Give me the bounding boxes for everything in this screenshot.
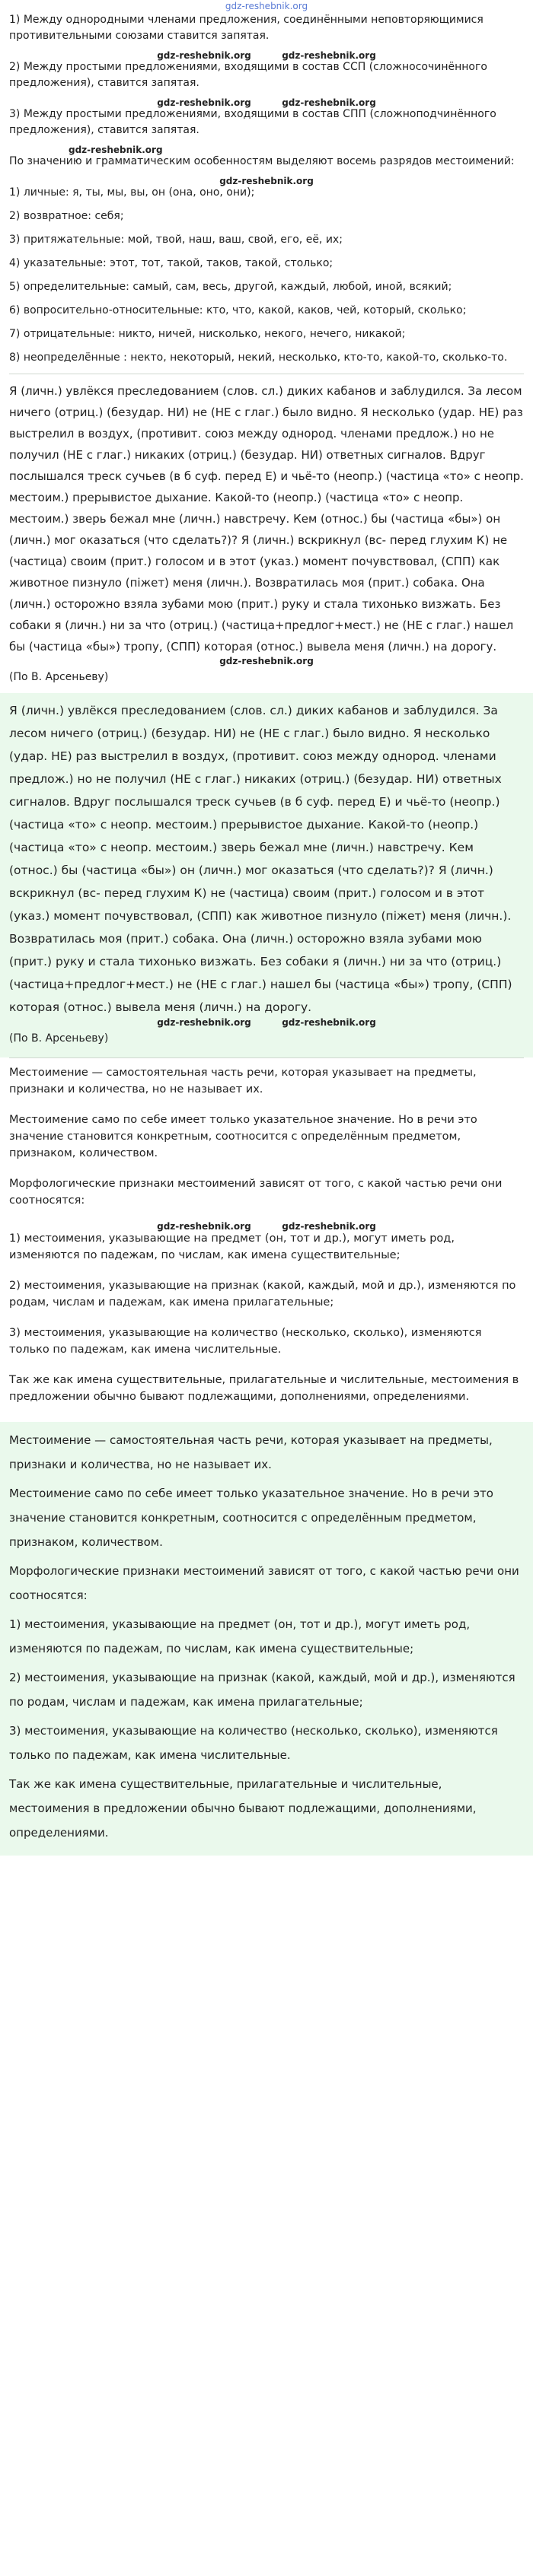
rule-3: 3) Между простыми предложениями, входящими в состав СПП (сложноподчинённого предложения), ставится запятая. (9, 108, 496, 136)
theory-meaning-answer: Местоимение само по себе имеет только указательное значение. Но в речи это значение становится конкретным, соотносится с определённым предметом, признаком, количеством. (9, 1487, 493, 1549)
pronoun-category-8: 8) неопределённые : некто, некоторый, некий, несколько, кто-то, какой-то, сколько-то. (9, 351, 508, 364)
theory-point-2: 2) местоимения, указывающие на признак (какой, каждый, мой и др.), изменяются по родам, числам и падежам, как имена прилагательные; (9, 1280, 516, 1309)
watermark: gdz-reshebnik.org (282, 1221, 376, 1232)
rule-2: 2) Между простыми предложениями, входящими в состав ССП (сложносочинённого предложения), ставится запятая. (9, 61, 487, 89)
theory-morphology-intro: Морфологические признаки местоимений зависят от того, с какой частью речи они соотносятся: (9, 1178, 503, 1207)
pronoun-category-2: 2) возвратное: себя; (9, 210, 124, 222)
author-caption: (По В. Арсеньеву) (9, 671, 109, 683)
analysis-text-answer: Я (личн.) увлёкся преследованием (слов. сл.) диких кабанов и заблудился. За лесом ничего (отриц.) (безудар. НИ) не (НЕ с глаг.) было видно. Я несколько (удар. НЕ) раз выстрелил в воздух, (противит. союз между однород. членами предлож.) но не получил (НЕ с глаг.) никаких (отриц.) (безудар. НИ) ответных сигналов. Вдруг послышался треск сучьев (в б суф. перед Е) и чьё-то (неопр.) (частица «то» с неопр. местоим.) прерывистое дыхание. Какой-то (неопр.) (частица «то» с неопр. местоим.) зверь бежал мне (личн.) навстречу. Кем (относ.) бы (частица «бы») он (личн.) мог оказаться (что сделать?)? Я (личн.) вскрикнул (вс- перед глухим К) не (частица) своим (прит.) голосом и в этот (указ.) момент почувствовал, (СПП) как животное пизнуло (піжет) меня (личн.). Возвратилась моя (прит.) собака. Она (личн.) осторожно взяла зубами мою (прит.) руку и стала тихонько визжать. Без собаки я (личн.) ни за что (отриц.) (частица+предлог+мест.) не (НЕ с глаг.) нашел бы (частица «бы») тропу, (СПП) которая (относ.) вывела меня (личн.) на дорогу. (9, 704, 512, 1014)
theory-meaning: Местоимение само по себе имеет только указательное значение. Но в речи это значение становится конкретным, соотносится с определённым предметом, признаком, количеством. (9, 1114, 477, 1159)
analysis-answer-block (0, 693, 533, 1057)
watermark: gdz-reshebnik.org (157, 50, 251, 61)
theory-morphology-intro-answer: Морфологические признаки местоимений зависят от того, с какой частью речи они соотносятся: (9, 1564, 519, 1602)
watermark: gdz-reshebnik.org (219, 656, 314, 666)
theory-point-3-answer: 3) местоимения, указывающие на количество (несколько, сколько), изменяются только по падежам, как имена числительные. (9, 1724, 498, 1762)
theory-answer-block (0, 1422, 533, 1856)
theory-section (9, 1057, 524, 1422)
analysis-section (9, 374, 524, 693)
site-logo[interactable]: gdz-reshebnik.org (225, 1, 308, 11)
theory-point-2-answer: 2) местоимения, указывающие на признак (какой, каждый, мой и др.), изменяются по родам, числам и падежам, как имена прилагательные; (9, 1671, 515, 1709)
theory-point-3: 3) местоимения, указывающие на количество (несколько, сколько), изменяются только по падежам, как имена числительные. (9, 1327, 482, 1356)
watermark: gdz-reshebnik.org (282, 1017, 376, 1028)
pronoun-category-3: 3) притяжательные: мой, твой, наш, ваш, свой, его, её, их; (9, 234, 343, 246)
watermark: gdz-reshebnik.org (282, 50, 376, 61)
theory-conclusion: Так же как имена существительные, прилагательные и числительные, местоимения в предложении обычно бывают подлежащими, дополнениями, определениями. (9, 1374, 519, 1403)
theory-point-1: 1) местоимения, указывающие на предмет (он, тот и др.), могут иметь род, изменяются по падежам, по числам, как имена существительные; (9, 1232, 455, 1261)
punctuation-rules (9, 12, 524, 366)
watermark: gdz-reshebnik.org (282, 97, 376, 108)
pronoun-category-1: 1) личные: я, ты, мы, вы, он (она, оно, они); (9, 186, 255, 199)
analysis-text: Я (личн.) увлёкся преследованием (слов. сл.) диких кабанов и заблудился. За лесом ничего (отриц.) (безудар. НИ) не (НЕ с глаг.) было видно. Я несколько (удар. НЕ) раз выстрелил в воздух, (противит. союз между однород. членами предлож.) но не получил (НЕ с глаг.) никаких (отриц.) (безудар. НИ) ответных сигналов. Вдруг послышался треск сучьев (в б суф. перед Е) и чьё-то (неопр.) (частица «то» с неопр. местоим.) прерывистое дыхание. Какой-то (неопр.) (частица «то» с неопр. местоим.) зверь бежал мне (личн.) навстречу. Кем (относ.) бы (частица «бы») он (личн.) мог оказаться (что сделать?)? Я (личн.) вскрикнул (вс- перед глухим К) не (частица) своим (прит.) голосом и в этот (указ.) момент почувствовал, (СПП) как животное пизнуло (піжет) меня (личн.). Возвратилась моя (прит.) собака. Она (личн.) осторожно взяла зубами мою (прит.) руку и стала тихонько визжать. Без собаки я (личн.) ни за что (отриц.) (частица+предлог+мест.) не (НЕ с глаг.) нашел бы (частица «бы») тропу, (СПП) которая (относ.) вывела меня (личн.) на дорогу. (9, 384, 524, 654)
theory-point-1-answer: 1) местоимения, указывающие на предмет (он, тот и др.), могут иметь род, изменяются по падежам, по числам, как имена существительные; (9, 1617, 471, 1655)
author-caption-answer: (По В. Арсеньеву) (9, 1032, 109, 1045)
theory-definition-answer: Местоимение — самостоятельная часть речи, которая указывает на предметы, признаки и количества, но не называет их. (9, 1433, 493, 1471)
pronouns-intro: По значению и грамматическим особенностям выделяют восемь разрядов местоимений: (9, 155, 515, 167)
watermark: gdz-reshebnik.org (69, 145, 163, 155)
watermark: gdz-reshebnik.org (219, 176, 314, 186)
pronoun-category-5: 5) определительные: самый, сам, весь, другой, каждый, любой, иной, всякий; (9, 281, 452, 293)
theory-conclusion-answer: Так же как имена существительные, прилагательные и числительные, местоимения в предложении обычно бывают подлежащими, дополнениями, определениями. (9, 1777, 477, 1840)
watermark: gdz-reshebnik.org (157, 1017, 251, 1028)
rule-1: 1) Между однородными членами предложения, соединёнными неповторяющимися противительными союзами ставится запятая. (9, 14, 484, 42)
watermark: gdz-reshebnik.org (157, 1221, 251, 1232)
pronoun-category-6: 6) вопросительно-относительные: кто, что, какой, каков, чей, который, сколько; (9, 304, 467, 316)
watermark: gdz-reshebnik.org (157, 97, 251, 108)
theory-definition: Местоимение — самостоятельная часть речи, которая указывает на предметы, признаки и количества, но не называет их. (9, 1067, 477, 1096)
pronoun-category-7: 7) отрицательные: никто, ничей, нисколько, некого, нечего, никакой; (9, 328, 406, 340)
pronoun-category-4: 4) указательные: этот, тот, такой, таков, такой, столько; (9, 257, 334, 269)
